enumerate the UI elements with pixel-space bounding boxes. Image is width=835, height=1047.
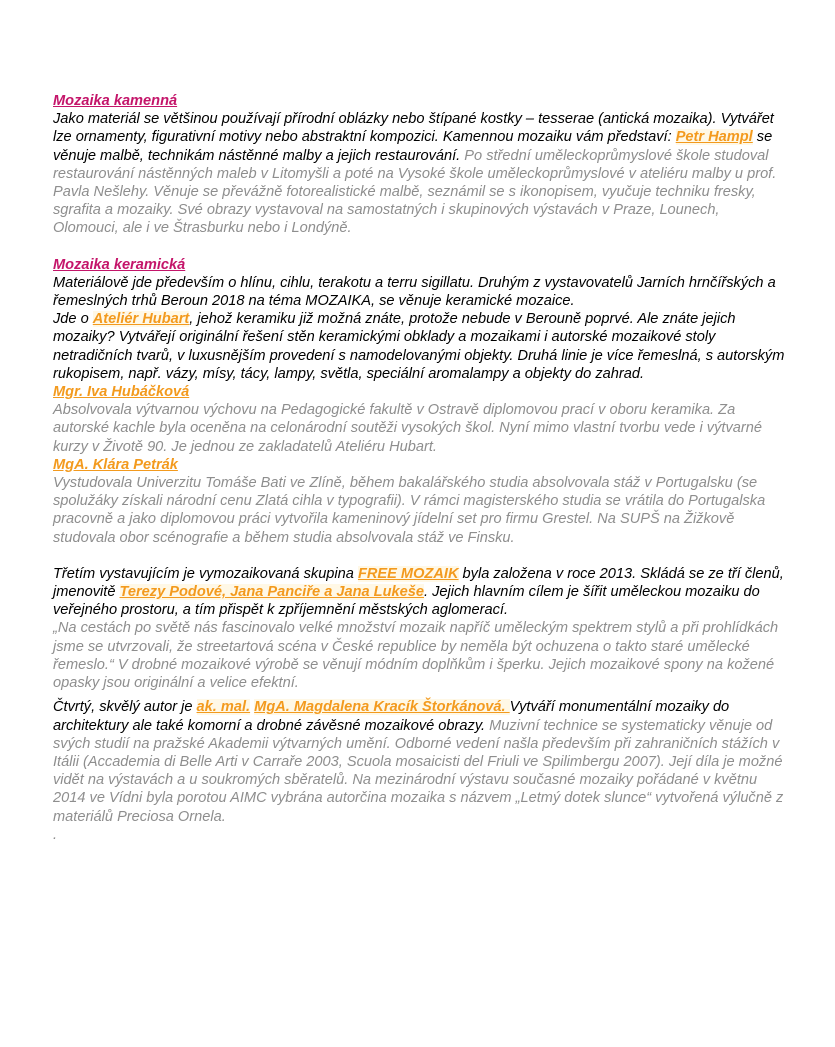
link-free-mozaik-members[interactable]: Terezy Podové, Jana Panciře a Jana Lukeše [119,584,424,601]
iva-hubackova-bio: Absolvovala výtvarnou výchovu na Pedagogické fakultě v Ostravě diplomovou prací v oboru keramika. Za autorské kachle byla oceněna na celonárodní soutěži vysokých škol. Nyní mimo vlastní tvorbu vede i výtvarné kurzy v Životě 90. Je jednou ze zakladatelů Ateliéru Hubart. [53,402,762,455]
link-atelier-hubart[interactable]: Ateliér Hubart [92,311,190,328]
link-magdalena-storkanova[interactable]: MgA. Magdalena Kracík Štorkánová. [254,699,510,716]
document-body [53,92,788,844]
trailing-dot: . [53,826,58,843]
storkanova-text [53,698,788,825]
free-mozaik-text [53,565,788,620]
link-klara-petrak[interactable]: MgA. Klára Petrák [53,456,178,473]
spacer [53,238,788,256]
free-mozaik-post: . Jejich hlavním cílem je šířit uměleckou mozaiku do veřejného prostoru, a tím přispět k zpříjemnění městských aglomerací. [53,584,760,619]
atelier-hubart-description: , jehož keramiku již možná znáte, protože nebude v Berouně poprvé. Ale znáte jejich mozaiky? Vytvářejí originální řešení stěn keramickými obklady a mozaikami i autorské mozaikové stoly netradičních tvarů, v luxusnějším provedení s namodelovanými objekty. Druhá linie je více řemeslná, s autorským rukopisem, např. vázy, mísy, tácy, lampy, světla, speciální aromalampy a objekty do zahrad. [53,311,785,382]
link-iva-hubackova[interactable]: Mgr. Iva Hubáčková [53,384,190,401]
storkanova-bio: Muzivní technice se systematicky věnuje od svých studií na pražské Akademii výtvarných umění. Odborné vedení našla především při zahraničních stážích v Itálii (Accademia di Belle Arti v Carraře 2003, Scuola mosaicisti del Friuli ve Spilimbergu 2007). Její díla je možné vidět na výstavách a u soukromých sběratelů. Na mezinárodní výstavu současné mozaiky pořádané v květnu 2014 ve Vídni byla porotou AIMC vybrána autorčina mozaika s názvem „Letmý dotek slunce“ vytvořená výlučně z materiálů Preciosa Ornela. [53,717,784,825]
section-storkanova [53,698,788,844]
storkanova-pre: Čtvrtý, skvělý autor je [53,699,197,716]
free-mozaik-pre: Třetím vystavujícím je vymozaikovaná skupina [53,565,358,582]
klara-petrak-bio: Vystudovala Univerzitu Tomáše Bati ve Zlíně, během bakalářského studia absolvovala stáž v Portugalsku (se spolužáky získali národní cenu Zlatá cihla v typografii). V rámci magisterského studia se vrátila do Portugalska pracovně a jako diplomovou práci vytvořila kameninový jídelní set pro firmu Grestel. Na SUPŠ na Žižkově studovala obor scénografie a během studia absolvovala stáž ve Finsku. [53,475,766,546]
section-stone-mosaic [53,92,788,238]
spacer [53,547,788,565]
petr-hampl-summary: se věnuje malbě, technikám nástěnné malby a jejich restaurování. [53,129,773,164]
stone-mosaic-text [53,110,788,237]
link-ak-mal[interactable]: ak. mal. [196,699,251,716]
section-ceramic-mosaic [53,256,788,547]
heading-stone-mosaic[interactable]: Mozaika kamenná [53,93,178,109]
petr-hampl-bio: Po střední uměleckoprůmyslové škole studoval restaurování nástěnných maleb v Litomyšli a poté na Vysoké škole uměleckoprůmyslové v ateliéru malby u prof. Pavla Nešlehy. Věnuje se převážně fotorealistické malbě, seznámil se s ikonopisem, vyučuje techniku fresky, sgrafita a mozaiky. Své obrazy vystavoval na samostatných i skupinových výstavách v Praze, Lounech, Olomouci, ale i ve Štrasburku nebo i Londýně. [53,147,777,237]
free-mozaik-mid: byla založena v roce 2013. Skládá se ze tří členů, jmenovitě [53,565,784,601]
ceramic-mosaic-intro: Materiálově jde především o hlínu, cihlu, terakotu a terru sigillatu. Druhým z vystavovatelů Jarních hrnčířských a řemeslných trhů Beroun 2018 na téma MOZAIKA, se věnuje keramické mozaice. [53,274,776,310]
stone-mosaic-intro: Jako materiál se většinou používají přírodní oblázky nebo štípané kostky – tesserae (antická mozaika). Vytvářet lze ornamenty, figurativní motivy nebo abstraktní kompozici. Kamennou mozaiku vám představí: [53,111,774,146]
storkanova-summary: Vytváří monumentální mozaiky do architektury ale také komorní a drobné závěsné mozaikové obrazy. [53,699,730,734]
section-free-mozaik [53,565,788,692]
jde-o: Jde o [53,311,93,328]
heading-ceramic-mosaic[interactable]: Mozaika keramická [53,256,186,273]
link-free-mozaik[interactable]: FREE MOZAIK [357,565,459,582]
free-mozaik-quote: „Na cestách po světě nás fascinovalo velké množství mozaik napříč uměleckým spektrem stylů a při prohlídkách jsme se utvrzovali, že streetartová scéna v České republice by neměla být ochuzena o takto staré umělecké řemeslo.“ V drobné mozaikové výrobě se věnují módním doplňkům i šperku. Jejich mozaikové spony na kožené opasky jsou originální a velice efektní. [53,620,779,692]
link-petr-hampl[interactable]: Petr Hampl [675,129,753,146]
atelier-hubart-text [53,310,788,383]
